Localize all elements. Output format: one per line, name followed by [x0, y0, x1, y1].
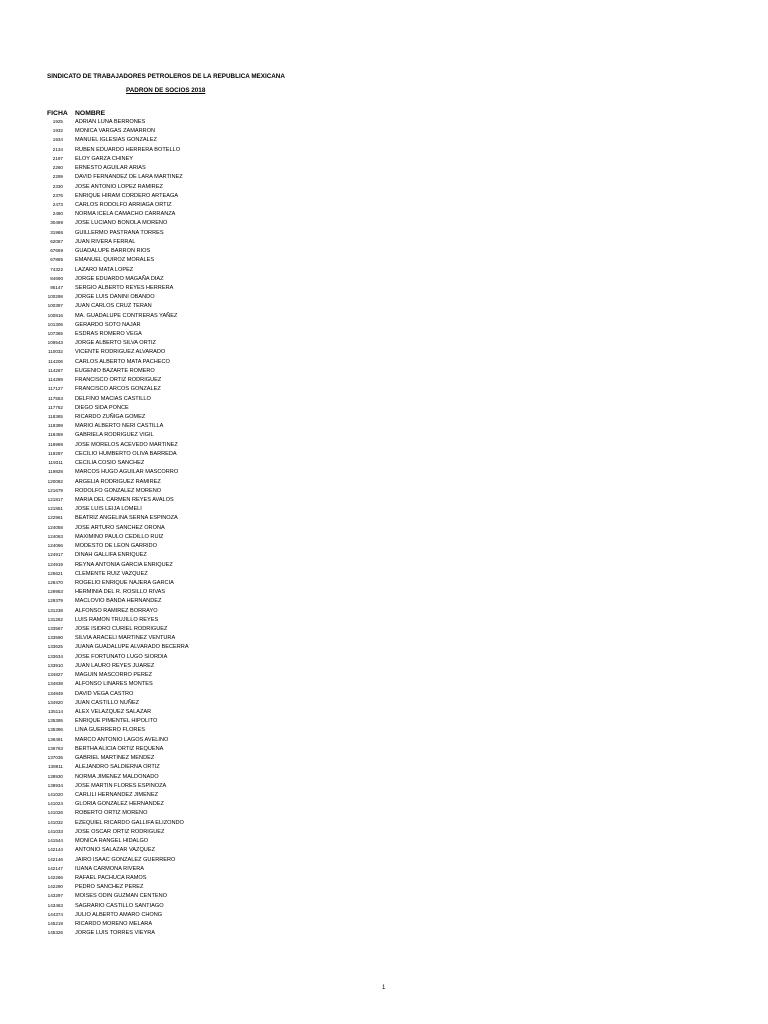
ficha-cell: 2480: [52, 211, 63, 217]
nombre-cell: SERGIO ALBERTO REYES HERRERA: [75, 284, 174, 291]
table-row: [0, 921, 768, 930]
table-row: [0, 267, 768, 276]
ficha-cell: 119828: [48, 469, 63, 475]
nombre-cell: GABRIELA RODRIGUEZ VIGIL: [75, 432, 154, 439]
table-row: [0, 442, 768, 451]
ficha-cell: 124917: [47, 552, 63, 558]
ficha-cell: 2134: [52, 146, 63, 152]
nombre-cell: ANTONIO SALAZAR VAZQUEZ: [75, 847, 155, 854]
table-row: [0, 838, 768, 847]
nombre-cell: JUAN CARLOS CRUZ TERAN: [75, 303, 152, 310]
table-row: [0, 663, 768, 672]
ficha-cell: 134827: [47, 672, 63, 678]
table-row: [0, 202, 768, 211]
table-row: [0, 469, 768, 478]
member-list: [0, 119, 768, 939]
ficha-cell: 134838: [47, 681, 63, 687]
nombre-cell: ELOY GARZA CHINEY: [75, 155, 134, 162]
table-row: [0, 414, 768, 423]
nombre-cell: MA. GUADALUPE CONTRERAS YAÑEZ: [75, 312, 178, 319]
table-row: [0, 174, 768, 183]
table-row: [0, 672, 768, 681]
table-row: [0, 783, 768, 792]
nombre-cell: JULIO ALBERTO AMARO CHONG: [75, 911, 163, 918]
ficha-cell: 144374: [47, 911, 63, 917]
nombre-cell: GLORIA GONZALEZ HERNANDEZ: [75, 801, 164, 808]
ficha-cell: 119297: [48, 450, 63, 456]
table-row: [0, 764, 768, 773]
table-row: [0, 644, 768, 653]
table-row: [0, 147, 768, 156]
ficha-cell: 141033: [47, 828, 63, 834]
ficha-cell: 138930: [47, 773, 63, 779]
ficha-cell: 120082: [47, 478, 63, 484]
ficha-cell: 133567: [47, 626, 63, 632]
nombre-cell: JORGE EDUARDO MAGAÑA DIAZ: [75, 275, 164, 282]
table-row: [0, 451, 768, 460]
nombre-cell: JOSE ARTURO SANCHEZ ORONA: [75, 524, 165, 531]
nombre-cell: ENRIQUE HIRAM CORDERO ARTEAGA: [75, 192, 179, 199]
table-row: [0, 912, 768, 921]
table-row: [0, 239, 768, 248]
nombre-cell: ALEX VELAZQUEZ SALAZAR: [75, 709, 152, 715]
ficha-cell: 2376: [52, 192, 63, 198]
nombre-cell: HERMINIA DEL R. ROSILLO RIVAS: [75, 589, 166, 596]
ficha-cell: 74322: [50, 266, 63, 272]
nombre-cell: MODESTO DE LEON GARRIDO: [75, 543, 157, 550]
ficha-cell: 100298: [47, 294, 63, 300]
table-row: [0, 718, 768, 727]
nombre-cell: MONICA VARGAS ZAMARRON: [75, 128, 156, 135]
nombre-cell: MARIO ALBERTO NERI CASTILLA: [75, 423, 164, 430]
nombre-cell: BERTHA ALICIA ORTIZ REQUENA: [75, 745, 164, 752]
nombre-cell: MACLOVIO BANDA HERNANDEZ: [75, 598, 162, 605]
ficha-cell: 118459: [48, 432, 63, 438]
ficha-cell: 118365: [48, 414, 63, 419]
table-row: [0, 128, 768, 137]
nombre-cell: CECILIO HUMBERTO OLIVA BARREDA: [75, 450, 177, 457]
ficha-cell: 114206: [48, 358, 63, 364]
ficha-cell: 128470: [47, 579, 63, 585]
table-row: [0, 506, 768, 515]
ficha-cell: 142266: [47, 874, 63, 880]
table-row: [0, 589, 768, 598]
table-row: [0, 497, 768, 506]
nombre-cell: GABRIEL MARTINEZ MENDEZ: [75, 755, 155, 762]
table-row: [0, 792, 768, 801]
table-row: [0, 534, 768, 543]
table-row: [0, 543, 768, 552]
ficha-cell: 117127: [48, 386, 63, 392]
nombre-cell: MONICA RANGEL HIDALGO: [75, 838, 149, 845]
table-row: [0, 820, 768, 829]
ficha-cell: 145326: [47, 930, 63, 936]
table-row: [0, 193, 768, 202]
ficha-cell: 110032: [48, 349, 63, 355]
nombre-cell: CARLOS ALBERTO MATA PACHECO: [75, 358, 170, 365]
table-row: [0, 608, 768, 617]
nombre-cell: JUAN CASTILLO NUÑEZ: [75, 699, 140, 706]
nombre-cell: ROGELIO ENRIQUE NAJERA GARCIA: [75, 579, 174, 586]
ficha-cell: 143297: [47, 893, 63, 899]
ficha-cell: 119311: [48, 460, 63, 466]
nombre-cell: RODOLFO GONZALEZ MORENO: [75, 487, 162, 494]
ficha-cell: 131262: [47, 616, 63, 622]
table-row: [0, 386, 768, 395]
ficha-cell: 114289: [48, 377, 63, 383]
ficha-cell: 30499: [50, 220, 63, 226]
table-row: [0, 331, 768, 340]
nombre-cell: JORGE LUIS DANINI OBANDO: [75, 294, 155, 301]
ficha-cell: 143463: [47, 902, 63, 908]
ficha-cell: 101306: [47, 321, 63, 327]
table-row: [0, 552, 768, 561]
nombre-cell: JOSE OSCAR ORTIZ RODRIGUEZ: [75, 828, 165, 835]
nombre-cell: SAGRARIO CASTILLO SANTIAGO: [75, 902, 164, 909]
ficha-cell: 133634: [47, 653, 63, 659]
nombre-cell: CECILIA COSIO SANCHEZ: [75, 460, 145, 467]
ficha-cell: 137035: [47, 755, 63, 761]
table-row: [0, 294, 768, 303]
table-row: [0, 727, 768, 736]
nombre-cell: CARLILI HERNANDEZ JIMENEZ: [75, 791, 158, 798]
table-row: [0, 626, 768, 635]
table-row: [0, 847, 768, 856]
table-row: [0, 654, 768, 663]
ficha-cell: 133590: [47, 635, 63, 641]
table-row: [0, 432, 768, 441]
ficha-cell: 141024: [47, 801, 63, 807]
ficha-cell: 136763: [47, 745, 63, 751]
table-row: [0, 746, 768, 755]
table-row: [0, 562, 768, 571]
ficha-cell: 141026: [47, 810, 63, 816]
table-row: [0, 635, 768, 644]
column-header-nombre: NOMBRE: [75, 110, 106, 117]
nombre-cell: MARCO ANTONIO LAGOS AVELINO: [75, 736, 169, 743]
nombre-cell: RICARDO ZUÑIGA GOMEZ: [75, 414, 146, 420]
nombre-cell: RAFAEL PACHUCA RAMOS: [75, 874, 147, 881]
ficha-cell: 134849: [47, 690, 63, 696]
nombre-cell: ERNESTO AGUILAR ARIAS: [75, 165, 146, 172]
nombre-cell: GERARDO SOTO NAJAR: [75, 321, 141, 328]
ficha-cell: 121817: [47, 496, 63, 502]
nombre-cell: GUADALUPE BARRON RIOS: [75, 248, 151, 255]
nombre-cell: JOSE FORTUNATO LUGO SIORDIA: [75, 653, 168, 660]
nombre-cell: RICARDO MORENO MELARA: [75, 921, 153, 928]
ficha-cell: 1925: [52, 119, 63, 124]
ficha-cell: 125621: [47, 570, 63, 576]
table-row: [0, 248, 768, 257]
table-row: [0, 285, 768, 294]
table-row: [0, 774, 768, 783]
nombre-cell: BEATRIZ ANGELINA SERNA ESPINOZA: [75, 515, 178, 522]
nombre-cell: SILVIA ARACELI MARTINEZ VENTURA: [75, 635, 176, 642]
nombre-cell: ESDRAS ROMERO VEGA: [75, 331, 142, 338]
table-row: [0, 479, 768, 488]
nombre-cell: EZEQUIEL RICARDO GALLIFA ELIZONDO: [75, 819, 184, 826]
nombre-cell: MARIA DEL CARMEN REYES AVALOS: [75, 496, 174, 503]
ficha-cell: 124066: [47, 543, 63, 549]
ficha-cell: 135396: [47, 727, 63, 733]
table-row: [0, 220, 768, 229]
nombre-cell: MAXIMINO PAULO CEDILLO RUIZ: [75, 533, 164, 540]
nombre-cell: JORGE ALBERTO SILVA ORTIZ: [75, 340, 156, 347]
ficha-cell: 145219: [47, 921, 63, 927]
nombre-cell: DAVID FERNANDEZ DE LARA MARTINEZ: [75, 174, 183, 181]
table-row: [0, 460, 768, 469]
nombre-cell: FRANCISCO ARCOS GONZALEZ: [75, 386, 161, 393]
table-row: [0, 276, 768, 285]
table-row: [0, 866, 768, 875]
table-row: [0, 156, 768, 165]
ficha-cell: 136491: [47, 736, 63, 742]
ficha-cell: 142147: [47, 865, 63, 871]
ficha-cell: 118969: [48, 441, 63, 447]
nombre-cell: RUBEN EDUARDO HERRERA BOTELLO: [75, 146, 181, 153]
nombre-cell: PEDRO SANCHEZ PEREZ: [75, 884, 144, 891]
table-row: [0, 617, 768, 626]
table-row: [0, 884, 768, 893]
ficha-cell: 141544: [47, 838, 63, 844]
table-row: [0, 230, 768, 239]
table-row: [0, 405, 768, 414]
column-header-ficha: FICHA: [47, 110, 68, 117]
table-row: [0, 875, 768, 884]
table-row: [0, 525, 768, 534]
ficha-cell: 2473: [52, 201, 63, 207]
ficha-cell: 141020: [47, 791, 63, 797]
nombre-cell: JOSE ANTONIO LOPEZ RAMIREZ: [75, 183, 163, 190]
nombre-cell: ADRIAN LUNA BERRONES: [75, 119, 146, 125]
table-row: [0, 423, 768, 432]
nombre-cell: ALFONSO LINARES MONTES: [75, 681, 153, 688]
ficha-cell: 100397: [47, 303, 63, 309]
ficha-cell: 2260: [52, 165, 63, 171]
nombre-cell: EMANUEL QUIROZ MORALES: [75, 257, 155, 264]
nombre-cell: JOSE ISIDRO CURIEL RODRIGUEZ: [75, 626, 168, 633]
table-row: [0, 165, 768, 174]
ficha-cell: 2330: [52, 183, 63, 189]
table-row: [0, 857, 768, 866]
ficha-cell: 135114: [48, 709, 63, 714]
ficha-cell: 67669: [50, 248, 63, 254]
nombre-cell: JUANA GUADALUPE ALVARADO BECERRA: [75, 644, 189, 651]
table-row: [0, 313, 768, 322]
page-number: 1: [382, 985, 386, 991]
nombre-cell: ALFONSO RAMIREZ BORRAYO: [75, 607, 158, 614]
ficha-cell: 124058: [47, 524, 63, 530]
ficha-cell: 117553: [48, 395, 63, 401]
table-row: [0, 368, 768, 377]
nombre-cell: EUGENIO BAZARTE ROMERO: [75, 367, 155, 374]
nombre-cell: ALEJANDRO SALDIERNA ORTIZ: [75, 764, 160, 771]
ficha-cell: 1932: [52, 128, 63, 134]
table-row: [0, 359, 768, 368]
table-row: [0, 580, 768, 589]
ficha-cell: 2197: [52, 155, 63, 161]
table-row: [0, 893, 768, 902]
ficha-cell: 109543: [47, 340, 63, 346]
nombre-cell: DINAH GALLIFA ENRIQUEZ: [75, 552, 147, 559]
ficha-cell: 141032: [47, 819, 63, 825]
ficha-cell: 133625: [47, 644, 63, 650]
table-row: [0, 340, 768, 349]
ficha-cell: 142146: [47, 856, 63, 862]
nombre-cell: NORMA ICELA CAMACHO CARRANZA: [75, 211, 176, 218]
ficha-cell: 122961: [47, 515, 63, 521]
table-row: [0, 829, 768, 838]
ficha-cell: 124063: [47, 533, 63, 539]
table-row: [0, 737, 768, 746]
nombre-cell: JAIRO ISAAC GONZALEZ GUERRERO: [75, 856, 176, 863]
table-row: [0, 801, 768, 810]
table-row: [0, 257, 768, 266]
table-row: [0, 184, 768, 193]
nombre-cell: LAZARO MATA LOPEZ: [75, 266, 134, 273]
ficha-cell: 107365: [47, 331, 63, 337]
table-row: [0, 488, 768, 497]
nombre-cell: DAVID VEGA CASTRO: [75, 690, 134, 697]
nombre-cell: DELFINO MACIAS CASTILLO: [75, 395, 151, 402]
nombre-cell: LUIS RAMON TRUJILLO REYES: [75, 616, 159, 623]
nombre-cell: REYNA ANTONIA GARCIA ENRIQUEZ: [75, 561, 173, 568]
table-row: [0, 119, 768, 128]
table-row: [0, 930, 768, 939]
table-row: [0, 303, 768, 312]
document-subtitle: PADRON DE SOCIOS 2018: [126, 87, 206, 94]
nombre-cell: IUANA CARMONA RIVERA: [75, 865, 145, 872]
table-row: [0, 598, 768, 607]
table-row: [0, 681, 768, 690]
ficha-cell: 134920: [47, 699, 63, 705]
table-row: [0, 755, 768, 764]
table-row: [0, 810, 768, 819]
nombre-cell: MOISES ODIN GUZMAN CENTENO: [75, 893, 167, 900]
ficha-cell: 121851: [47, 506, 63, 512]
table-row: [0, 700, 768, 709]
nombre-cell: ARGELIA RODRIGUEZ RAMIREZ: [75, 478, 161, 485]
nombre-cell: LINA GUERRERO FLORES: [75, 727, 145, 734]
nombre-cell: JORGE LUIS TORRES VIEYRA: [75, 930, 155, 937]
nombre-cell: MARCOS HUGO AGUILAR MASCORRO: [75, 469, 179, 476]
nombre-cell: JUAN RIVERA FERRAL: [75, 238, 136, 245]
nombre-cell: ROBERTO ORTIZ MORENO: [75, 810, 148, 817]
ficha-cell: 100816: [47, 312, 63, 318]
ficha-cell: 114267: [48, 367, 63, 373]
ficha-cell: 131238: [47, 607, 63, 613]
ficha-cell: 67885: [50, 257, 63, 263]
table-row: [0, 691, 768, 700]
nombre-cell: MANUEL IGLESIAS GONZALEZ: [75, 137, 157, 144]
ficha-cell: 133910: [47, 662, 63, 668]
table-row: [0, 515, 768, 524]
table-row: [0, 377, 768, 386]
nombre-cell: CARLOS RODOLFO ARRIAGA ORTIZ: [75, 201, 172, 208]
ficha-cell: 135395: [47, 718, 63, 724]
ficha-cell: 31986: [50, 229, 63, 235]
ficha-cell: 95147: [50, 284, 63, 290]
nombre-cell: GUILLERMO PASTRANA TORRES: [75, 229, 164, 236]
nombre-cell: CLEMENTE RUIZ VAZQUEZ: [75, 570, 148, 577]
ficha-cell: 118399: [48, 423, 63, 429]
nombre-cell: ENRIQUE PIMENTEL HIPOLITO: [75, 718, 158, 725]
table-row: [0, 903, 768, 912]
table-row: [0, 396, 768, 405]
ficha-cell: 138911: [48, 764, 63, 770]
ficha-cell: 129379: [47, 598, 63, 604]
nombre-cell: VICENTE RODRIGUEZ ALVARADO: [75, 349, 166, 356]
table-row: [0, 571, 768, 580]
nombre-cell: JOSE MARTIN FLORES ESPINOZA: [75, 782, 167, 789]
nombre-cell: JOSE LUCIANO BONOLA MORENO: [75, 220, 168, 227]
table-row: [0, 349, 768, 358]
nombre-cell: JOSE LUIS LEIJA LOMELI: [75, 506, 142, 513]
table-row: [0, 322, 768, 331]
nombre-cell: JOSE MORELOS ACEVEDO MARTINEZ: [75, 441, 178, 448]
ficha-cell: 129953: [47, 589, 63, 595]
table-row: [0, 211, 768, 220]
ficha-cell: 1934: [52, 137, 63, 143]
nombre-cell: NORMA JIMENEZ MALDONADO: [75, 773, 159, 780]
nombre-cell: MAGUIN MASCORRO PEREZ: [75, 672, 153, 679]
ficha-cell: 84690: [50, 275, 63, 281]
ficha-cell: 2299: [52, 174, 63, 180]
ficha-cell: 117762: [48, 404, 63, 410]
table-row: [0, 137, 768, 146]
ficha-cell: 138934: [47, 782, 63, 788]
nombre-cell: FRANCISCO ORTIZ RODRIGUEZ: [75, 377, 162, 384]
ficha-cell: 121679: [47, 487, 63, 493]
table-row: [0, 709, 768, 718]
document-title: SINDICATO DE TRABAJADORES PETROLEROS DE LA REPUBLICA MEXICANA: [47, 73, 285, 80]
ficha-cell: 142144: [47, 847, 63, 853]
nombre-cell: DIEGO SIDA PONCE: [75, 404, 129, 411]
ficha-cell: 142290: [47, 884, 63, 890]
ficha-cell: 62087: [50, 238, 63, 244]
nombre-cell: JUAN LAURO REYES JUAREZ: [75, 662, 155, 669]
ficha-cell: 124919: [47, 561, 63, 567]
